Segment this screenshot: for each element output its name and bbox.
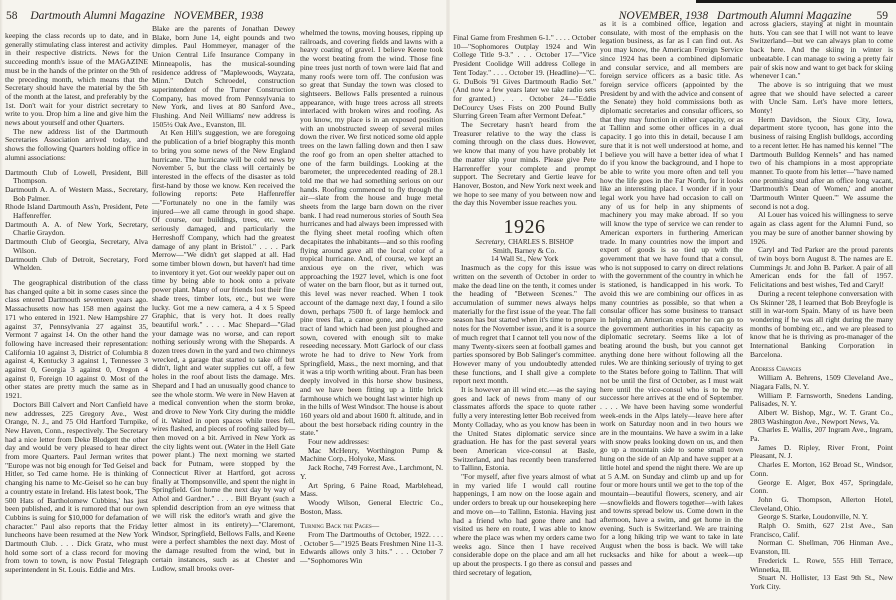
paragraph-continued: Final Game from Freshmen 6-1." . . . . October 10—"Sophomores Outplay 1924 and Win College Title 9-3." . . . October 17—"Vice President Coolidge Will address College in Tent Today." . . . . October 19. (Headline)—"C. G. DuBois '91 Gives Dartmouth Radio Set." (And now a few years later we take radio sets for granted.) . . . October 24—"Eddie DeCourcy Uses Fists on 200 Pound Bully Slurring Green Team after Vermont Defeat." [453, 33, 596, 121]
paragraph-continued: keeping the class records up to date, and in generally stimulating class interest and activity in their respective districts. News for the succeeding month's issue of the MAGAZINE must be in the hands of the printer on the 9th of the preceding month, which means that the Secretary should have the material by the 5th of the month at the latest, and preferably by the 1st. Don't wait for your district secretary to write to you. Drop him a line and give him the news about yourself and other Quarters. [5, 31, 148, 128]
paragraph: Caryl and Ted Parker are the proud parents of twin boys born August 8. The names are E. Cummings Jr. and John B. Parker. A pair of all American ends for the fall of 1957. Felicitations and best wishes, Ted and Caryl! [750, 245, 893, 290]
address-entry: George E. Alger, Box 457, Springdale, Conn. [750, 477, 893, 496]
officer-list-item: Dartmouth Club of Detroit, Secretary, Ford Whelden. [5, 254, 148, 273]
address-entry: Woody Wilson, General Electric Co., Boston, Mass. [300, 497, 443, 516]
officer-list-item: Dartmouth Club of Lowell, President, Bill Thompson. [5, 167, 148, 186]
center-gutter [446, 0, 450, 600]
page-number: 58 [6, 10, 18, 22]
text-column-6 [750, 20, 893, 592]
paragraph: It is however an ill wind etc.—as the saying goes and lack of news from many of our classmates affords the space to quote rather fully a very interesting letter Bob received from Monty Colladay, who as you know has been in the United States diplomatic service since graduation. He has for the past several years been American vice-consul at Basle, Switzerland, and has recently been transferred to Tallinn, Estonia. [453, 385, 596, 473]
issue-date: NOVEMBER, 1938 [173, 10, 264, 22]
section-heading: Turning Back the Pages— [300, 521, 380, 531]
text-column-3 [300, 29, 443, 566]
address-entry: Jack Roche, 749 Forrest Ave., Larchmont, N. Y. [300, 463, 444, 481]
paragraph: Inasmuch as the copy for this issue was written on the seventh of October in order to make the dead line on the tenth, it comes under the heading of "Between Scenes." The accumulation of summer news always helps materially for the first issue of the year. The fall season has but started when it's time to prepare notes for the November issue, and it is a source of much regret that I cannot tell you now of the many Twenty-sixers seen at football games and parties sponsored by Bob Salinger's committee. However many of you undoubtedly attended these functions, and I shall give a complete report next month. [453, 263, 596, 386]
officer-list-item: Dartmouth A. A. of New York, Secretary, Charlie Graydon. [5, 219, 148, 238]
paragraph: Doctors Bill Calvert and Nort Canfield have new addresses, 225 Gregory Ave., West Orange, N. J., and 75 Old Hartford Turnpike, New Haven, Conn., respectively. The Secretary had a nice letter from Deke Blodgett the other day and would be very pleased to hear direct from more Quarters. Paul Jerman writes that "Europe was not big enough for Ted Geisel and Hitler, so Ted came home. He is thinking of changing his name to Mc-Geisel so he can buy a country estate in Ireland. His latest book, 'The 500 Hats of Bartholomew Cubbins,' has just been published, and it is rumored that our own Cubbins is suing for $10,000 for defamation of character." Paul also reports that the Friday luncheons have been resumed at the New York Dartmouth Club. . . . Dick Gratz, who must hold some sort of a class record for moving from town to town, is now Postal Telegraph superintendent in St. Louis. Eddie and Mrs. [5, 399, 148, 575]
page-number: 59 [876, 10, 888, 22]
section-heading: Address Changes [750, 364, 802, 374]
address-entry: Mac McHenry, Worthington Pump & Machine Corp., Holyoke, Mass. [300, 445, 443, 464]
text-column-5 [600, 20, 743, 568]
secretary-info: Smith, Barney & Co. [492, 245, 557, 255]
officer-list-item: Rhode Island Dartmouth Ass'n, President, Pete Haffenreffer. [5, 202, 148, 221]
magazine-title: Dartmouth Alumni Magazine [717, 10, 852, 22]
address-entry: Frederick L. Rowe, 555 Hill Terrace, Winnetka, Ill. [750, 555, 893, 574]
paragraph: Four new addresses: [308, 437, 370, 447]
paragraph: Herm Davidson, the Sioux City, Iowa, department store tycoon, has gone into the business of raising English bulldogs, according to a recent letter. He has named his kennel "The Dartmouth Bulldog Kennels" and has named two of his champions in a most appropriate manner. To quote from his letter—"have named one promising stud after an office long vacant, 'Dartmouth's Dean of Women,' and another 'Dartmouth Winter Queen.'" We assume the second is not a dog. [750, 114, 893, 211]
address-entry: Art Spring, 6 Paine Road, Marblehead, Mass. [300, 480, 443, 499]
paragraph: From The Dartmouths of October, 1922. . . . . October 5—"1925 Beats Freshmen Nine 11-3. Edwards allows only 3 hits." . . . October 7—"Sophomores Win [300, 530, 443, 566]
address-entry: James D. Ripley, River Front, Point Pleasant, N. J. [750, 442, 893, 461]
address-entry: Albert W. Bishop, Mgr., W. T. Grant Co., 2803 Washington Ave., Newport News, Va. [750, 407, 893, 426]
paragraph: The Secretary hasn't heard from the Treasurer relative to the way the class is coming through on the class dues. However, we know that many of you have probably let the matter slip your minds. Please give Pete Harrenreffer your complete and prompt support. The Secretary and Gertie leave for Hanover, Boston, and New York next week and we hope to see many of you between now and the day this November issue reaches you. [453, 120, 596, 208]
paragraph: "For myself, after five years almost of what in my varied life I would call routine happenings, I am now on the loose again and under orders to break up our housekeeping here and move on—to Tallinn, Estonia. Having just had a friend who had gone there and had visited us here en route, I was able to know where the place was when my orders came two weeks ago. Since then I have received considerable dope on the place and am all het up about the prospects. I go there as consul and third secretary of legation, [453, 472, 596, 577]
paragraph-continued: whelmed the towns, moving houses, ripping up railroads, and covering fields and lawns with a heavy coating of gravel. I believe Keene took the worst beating from the wind. Those fine pine trees just north of town were laid flat and many roofs were torn off. The confusion was so great that Sunday the town was closed to sightseers. Bellows Falls presented a ruinous appearance, with huge trees across all streets interlaced with broken wires and roofing. As you know, my place is in an exposed position with an unobstructed sweep of several miles down the river. We first noticed some old apple trees on the lawn falling down and then I saw the roof go from an open shelter attached to one of the farm buildings. Looking at the barometer, the unprecedented reading of 28.1 told me that we had something serious on our hands. Roofing commenced to fly through the air—slate from the house and huge metal sheets from the large barn down on the river bank. I had read numerous stories of South Sea hurricanes and had always been impressed with the flying sheet metal roofing which often decapitates the inhabitants—and so this roofing flying around gave all the local color of a tropical hurricane. And, of course, we kept an anxious eye on the river, which was approaching the 1927 level, which is one foot of water on the barn floor, but as it turned out, this level was never reached. When I took account of the damage next day, I found a silo down, perhaps 7500 ft. of large hemlock and pine trees flat, a canoe gone, and a five-acre tract of land which had been just ploughed and sown, covered with enough silt to make reseeding necessary. Mott Garlock of our class wrote he had to drive to New York from Springfield, Mass., the next morning, and that it was a trip worth writing about. Fran has been deeply involved in this horse show business, and we have been fitting up a little brick farmhouse which we bought last winter high up in the hills of West Windsor. The house is about 160 years old and about 1600 ft. altitude, and in about the best horseback riding country in the state." [300, 28, 443, 438]
paragraph: During a recent telephone conversation with Os Skinner '28, I learned that Bob Breyfogle is still in war-torn Spain. Many of us have been wondering if he was all right during the many months of bombing etc., and we are pleased to know that he is thriving as pro-manager of the International Banking Corporation in Barcelona. [750, 288, 893, 359]
class-year-heading: 1926 [503, 216, 546, 239]
paragraph: The new address list of the Dartmouth Secretaries Association arrived today, and shows the following Quarters holding office in alumni associations: [5, 126, 148, 162]
address-entry: William A. Behrens, 1509 Cleveland Ave., Niagara Falls, N. Y. [750, 373, 893, 391]
page-edge-shadow [0, 0, 3, 600]
address-entry: Norman C. Shellman, 706 Hinman Ave., Evanston, Ill. [750, 538, 893, 557]
top-edge-bar [696, 0, 896, 3]
address-entry: George S. Starke, Loudonville, N. Y. [758, 512, 868, 522]
address-entry: Charles E. Morton, 162 Broad St., Windsor, Conn. [750, 460, 893, 478]
magazine-title: Dartmouth Alumni Magazine [30, 10, 165, 22]
running-header-left [6, 10, 263, 22]
officer-list-item: Dartmouth A. A. of Western Mass., Secretary, Bob Palmer. [5, 184, 148, 203]
address-entry: Stuart N. Hollister, 13 East 9th St., New York City. [750, 573, 893, 591]
paragraph: At Ken Hill's suggestion, we are foregoing the publication of a brief biography this month to bring you some news of the New England hurricane. The hurricane will be cold news by November 5, but the class will certainly be interested in the effects of the disaster as told first-hand by those we know. Ken received the following reports: Pete Haffenreffer—"Fortunately no one in the family was injured—we all came through in good shape. Of course, our buildings, trees, etc. were seriously damaged, and particularly the Herreshoff Company, which had the greatest damage of any plant in Bristol." . . . . Park Merrow—"We didn't get slapped at all. Had some timber blown down, but haven't had time to inventory it yet. Got our weekly paper out on time by being able to hook onto a private power plant. Many of our friends lost their fine shade trees, timber lots, etc., but we were lucky. Got me a new camera, a 4 x 5 Speed Graphic, that is very hot. It does really beautiful work." . . . . Mac Shepard—"Glad your damage was no worse, and can report nothing seriously wrong with the Shepards. A dozen trees down in the yard and two chimneys wrecked, a garage that started to take off but didn't, light and water supplies cut off, a few holes in the roof about lists the damage. Mrs. Shepard and I had an unusually good chance to see the whole storm. We were in New Haven at a medical convention when the storm broke, and drove to New York City during the middle of it. Waited in open spaces while trees fell, wires flashed, and pieces of roofing sailed by—then moved on a bit. Arrived in New York as the city lights went out. (Water in the Hell Gate power plant.) The next morning we started back for Putnam, were stopped by the Connecticut River at Hartford, got across finally at Thompsonville, and spent the night in Springfield. Got home the next day by way of Athol and Gardner." . . . . Bill Bryant (such a splendid description from an eye witness that we will risk the editor's wrath and give the letter almost in its entirety)—"Claremont, Windsor, Springfield, Bellows Falls, and Keene were a perfect shambles the next day. Most of the damage resulted from the wind, but in certain instances, such as at Chester and Ludlow, small brooks over- [152, 128, 295, 573]
paragraph: The above is so intriguing that we must agree that we should have selected a career with Uncle Sam. Let's have more letters, Monty! [750, 79, 893, 116]
address-entry: Charles E. Wallis, 207 Ingram Ave., Ingram, Pa. [750, 425, 893, 444]
paragraph: Al Louer has voiced his willingness to serve again as class agent for the Alumni Fund, so you may be sure of another banner showing by 1926. [750, 210, 893, 246]
text-column-1 [5, 32, 148, 575]
paragraph-continued: across glaciers, staying at night in mountain huts. You can see that I will not want to leave Switzerland—but we can always plan to come back here. And the skiing in winter is unbeatable. I can manage to swing a pretty fair pair of skis now and want to get back for skiing whenever I can." [750, 19, 893, 81]
text-column-4 [453, 34, 596, 577]
address-entry: Ralph O. Smith, 627 21st Ave., San Francisco, Calif. [750, 521, 893, 539]
issue-date: NOVEMBER, 1938 [618, 10, 709, 22]
text-column-2 [152, 25, 295, 573]
officer-list-item: Dartmouth Club of Georgia, Secretary, Alva Wilson. [5, 237, 148, 255]
secretary-info: 14 Wall St., New York [490, 254, 559, 264]
secretary-label: Secretary, [475, 237, 506, 247]
paragraph-continued: as it is a combined office, legation and consulate, with most of the emphasis on the legation business, as far as I can find out. As you may know, the American Foreign Service since 1924 has been a combined diplomatic and consular service, and all members are foreign service officers as a basic title. As foreign service officers (appointed by the President by and with the advice and consent of the Senate) they hold commissions both as diplomatic secretaries and consular officers, so that they may function in either capacity, or as at Tallinn and some other offices in a dual capacity. I go into this in detail, because I am sure that it is not well understood at home, and I believe you will have a better idea of what I do if you know the background, and I hope to be able to write you more often and tell you how the life goes in the Far North, for it looks like an interesting place. I wonder if in your legal work you have had occasion to call on any of us for help in any shipments of machinery you may make abroad. If so you will know the type of service we can render to American exporters in furthering American trade. In many countries now the import and export of goods is so tied up with the government that we have found that a consul, who is not supposed to carry on direct relations with the government of the country in which he is stationed, is handicapped in his work. To avoid this we are combining our offices in as many countries as possible, so that when a consular officer has some business to transact in helping an American exporter he can go to the government authorities in his capacity as diplomatic secretary. Seems like a lot of beating around the bush, but you cannot get anything done here without following all the rules. We are thinking seriously of trying to get to the States before going to Tallinn. That will not be until the first of October, as I must wait here until the vice-consul who is to be my successor here arrives at the end of September. . . . . We have been having some wonderful week-ends in the Alps lately—leave here after work on Saturday noon and in two hours we are in the mountains. We have a swim in a lake with snow peaks looking down on us, and then go up a mountain side to some small town hung on the side of an Alp and have supper at a little hotel and spend the night there. We are up at 5 A.M. on Sunday and climb up and up for four or more hours until we get to the top of the mountain—beautiful flowers, scenery, and air—snowfields and flowers together—with lakes and towns spread below us. Come down in the afternoon, have a swim, and get home in the evening. Such is Switzerland. We are training for a long hiking trip we want to take in late August when the boss is back. We will take rucksacks and hike for about a week—up passes and [600, 19, 743, 568]
address-entry: William P. Farnsworth, Snedens Landing, Palisades, N. Y. [750, 390, 893, 409]
address-entry: John G. Thompson, Allerton Hotel, Cleveland, Ohio. [750, 494, 893, 513]
secretary-name: CHARLES S. BISHOP [508, 238, 574, 247]
paragraph-continued: Blake are the parents of Jonathan Dewey Blake, born June 14, eight pounds and two dimples. Paul Hommeyer, manager of the Union Central Life Insurance Company in Minneapolis, has the musical-sounding residence address of "Maplewoods, Wayzata, Minn." Dutch Schroedel, construction superintendent of the Turner Construction Company, has moved from Pennsylvania to New York, and lives at 80 Sanford Ave., Flushing. And Neil Williams' new address is 1505½ Oak Ave., Evanston, Ill. [152, 24, 295, 129]
paragraph: The geographical distribution of the class has changed quite a bit in some cases since the class entered Dartmouth seventeen years ago. Massachusetts now has 158 men against the 171 who entered in 1921. New Hampshire 27 against 37, Pennsylvania 27 against 35, Vermont 7 against 14. On the other hand the following have increased their representation: California 10 against 3, District of Columbia 8 against 4, Kentucky 3 against 1, Tennessee 3 against 0, Georgia 3 against 0, Oregon 4 against 0, Foreign 10 against 0. Most of the other states are pretty much the same as in 1921. [5, 277, 148, 401]
